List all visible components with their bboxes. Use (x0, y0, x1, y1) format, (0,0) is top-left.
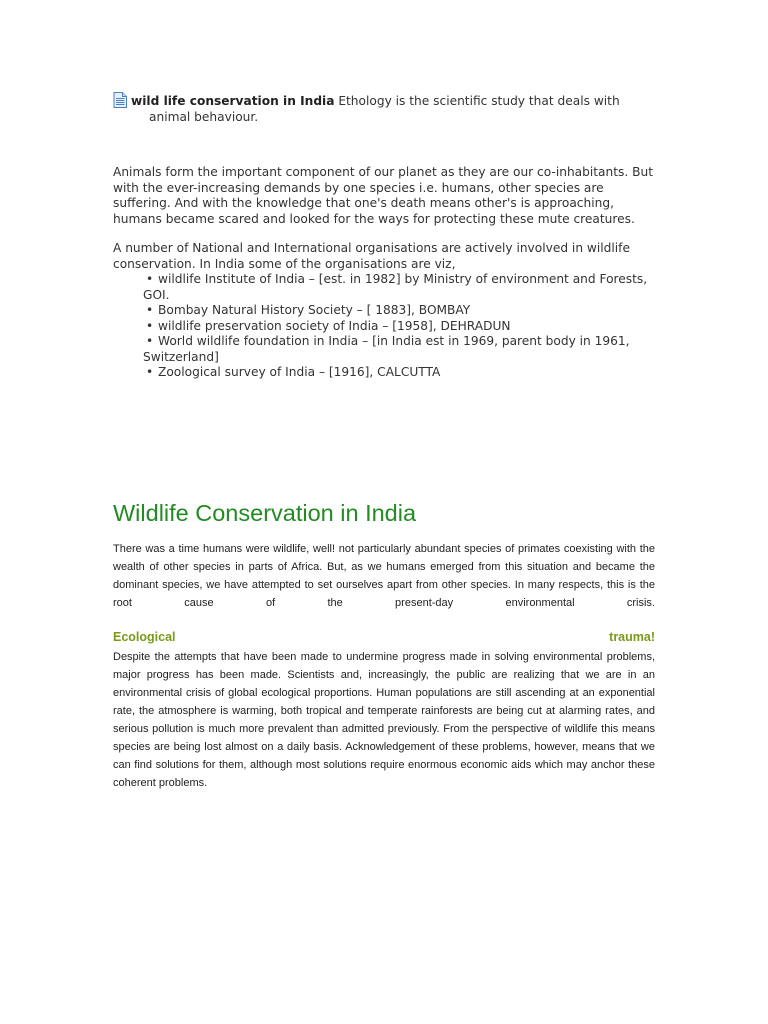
list-item (113, 272, 658, 303)
subheading-left: Ecological (113, 630, 176, 644)
intro-block (113, 92, 658, 125)
bullet: • (146, 318, 154, 333)
section-heading: Wildlife Conservation in India (113, 500, 417, 526)
intro-title: wild life conservation in India (131, 94, 335, 108)
bullet: • (146, 272, 154, 286)
list-item (113, 319, 658, 335)
list-item (113, 334, 658, 365)
list-item-text: Zoological survey of India – [1916], CALCUTTA (158, 365, 441, 379)
paragraph-ecological-trauma: Despite the attempts that have been made to undermine progress made in solving environmental problems, major progress has been made. Scientists and, increasingly, the public are realizing that we are in an environmental crisis of global ecological proportions. Human populations are still ascending at an exponential rate, the atmosphere is warming, both tropical and temperate rainforests are being cut at alarming rates, and serious pollution is much more prevalent than admitted previously. From the perspective of wildlife this means species are being lost almost on a daily basis. Acknowledgement of these problems, however, means that we can find solutions for them, although most solutions require enormous economic aids which may anchor these coherent problems. (113, 651, 655, 789)
paragraph-wildlife-history: There was a time humans were wildlife, well! not particularly abundant species of primates coexisting with the wealth of other species in parts of Africa. But, as we humans emerged from this situation and became the dominant species, we have attempted to set ourselves apart from other species. In many respects, this is the root cause of the present-day environmental crisis. (113, 543, 655, 609)
bullet: • (146, 303, 154, 317)
intro-text-line1: Ethology is the scientific study that deals with (334, 94, 620, 108)
list-item-text: wildlife preservation society of India – [1958], DEHRADUN (158, 318, 511, 333)
list-item (113, 303, 658, 319)
intro-text-line2: animal behaviour. (149, 109, 259, 124)
subheading-right: trauma! (609, 630, 655, 644)
organisations-list (113, 272, 658, 381)
bullet: • (146, 334, 154, 348)
subheading (113, 630, 655, 648)
list-item-text: World wildlife foundation in India – [in India est in 1969, parent body in 1961, Switzerland] (143, 334, 630, 364)
list-item (113, 365, 658, 381)
paragraph-animals: Animals form the important component of our planet as they are our co-inhabitants. But with the ever-increasing demands by one species i.e. humans, other species are suffering. And with the knowledge that one's death means other's is approaching, humans became scared and looked for the ways for protecting these mute creatures. (113, 165, 653, 226)
list-item-text: Bombay Natural History Society – [ 1883], BOMBAY (158, 303, 471, 317)
organisations-block (113, 241, 658, 381)
document-icon[interactable] (113, 92, 127, 108)
intro-line (113, 92, 658, 110)
bullet: • (146, 365, 154, 379)
paragraph-organisations-intro: A number of National and International organisations are actively involved in wildlife conservation. In India some of the organisations are viz, (113, 241, 630, 271)
list-item-text: wildlife Institute of India – [est. in 1982] by Ministry of environment and Forests, GOI. (143, 272, 648, 302)
